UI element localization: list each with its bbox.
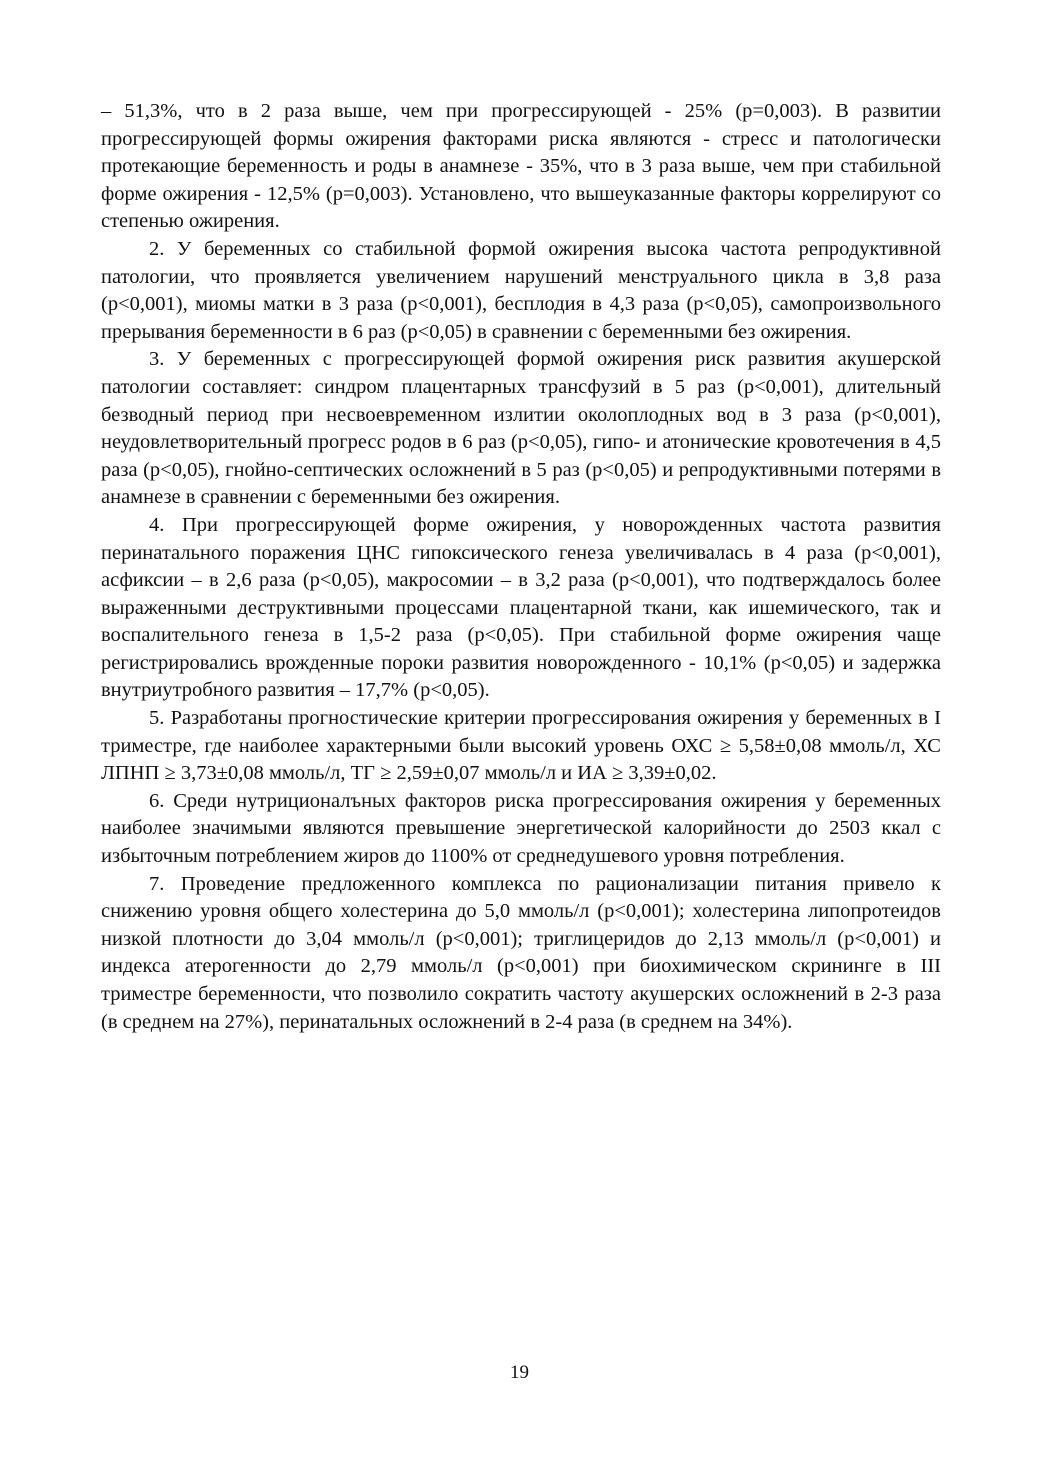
page-number: 19 — [510, 1362, 529, 1383]
paragraph-item-5: 5. Разработаны прогностические критерии прогрессирования ожирения у беременных в I триместре, где наиболее характерными были высокий уровень ОХС ≥ 5,58±0,08 ммоль/л, ХС ЛПНП ≥ 3,73±0,08 ммоль/л, ТГ ≥ 2,59±0,07 ммоль/л и ИА ≥ 3,39±0,02. — [101, 707, 941, 785]
paragraph-item-3: 3. У беременных с прогрессирующей формой ожирения риск развития акушерской патологии составляет: синдром плацентарных трансфузий в 5 раз (p<0,001), длительный безводный период при несвоевременном излитии околоплодных вод в 3 раза (p<0,001), неудовлетворительный прогресс родов в 6 раз (p<0,05), гипо- и атонические кровотечения в 4,5 раза (p<0,05), гнойно-септических осложнений в 5 раз (p<0,05) и репродуктивными потерями в анамнезе в сравнении с беременными без ожирения. — [101, 348, 941, 509]
paragraph-item-2: 2. У беременных со стабильной формой ожирения высока частота репродуктивной патологии, что проявляется увеличением нарушений менструального цикла в 3,8 раза (p<0,001), миомы матки в 3 раза (p<0,001), бесплодия в 4,3 раза (p<0,05), самопроизвольного прерывания беременности в 6 раз (p<0,05) в сравнении с беременными без ожирения. — [101, 237, 941, 343]
paragraph-item-7: 7. Проведение предложенного комплекса по рационализации питания привело к снижению уровня общего холестерина до 5,0 ммоль/л (p<0,001); холестерина липопротеидов низкой плотности до 3,04 ммоль/л (p<0,001); триглицеридов до 2,13 ммоль/л (p<0,001) и индекса атерогенности до 2,79 ммоль/л (p<0,001) при биохимическом скрининге в III триместре беременности, что позволило сократить частоту акушерских осложнений в 2-3 раза (в среднем на 27%), перинатальных осложнений в 2-4 раза (в среднем на 34%). — [101, 872, 941, 1033]
paragraph-continuation: – 51,3%, что в 2 раза выше, чем при прогрессирующей - 25% (p=0,003). В развитии прогрессирующей формы ожирения факторами риска являются - стресс и патологически протекающие беременность и роды в анамнезе - 35%, что в 3 раза выше, чем при стабильной форме ожирения - 12,5% (p=0,003). Установлено, что вышеуказанные факторы коррелируют со степенью ожирения. — [101, 100, 941, 233]
document-body — [101, 98, 941, 1036]
paragraph-item-4: 4. При прогрессирующей форме ожирения, у новорожденных частота развития перинатального поражения ЦНС гипоксического генеза увеличивалась в 4 раза (p<0,001), асфиксии – в 2,6 раза (p<0,05), макросомии – в 3,2 раза (p<0,001), что подтверждалось более выраженными деструктивными процессами плацентарной ткани, как ишемического, так и воспалительного генеза в 1,5-2 раза (p<0,05). При стабильной форме ожирения чаще регистрировались врожденные пороки развития новорожденного - 10,1% (p<0,05) и задержка внутриутробного развития – 17,7% (p<0,05). — [101, 513, 941, 702]
paragraph-item-6: 6. Среди нутриционалъных факторов риска прогрессирования ожирения у беременных наиболее значимыми являются превышение энергетической калорийности до 2503 ккал с избыточным потреблением жиров до 1100% от среднедушевого уровня потребления. — [101, 789, 941, 868]
